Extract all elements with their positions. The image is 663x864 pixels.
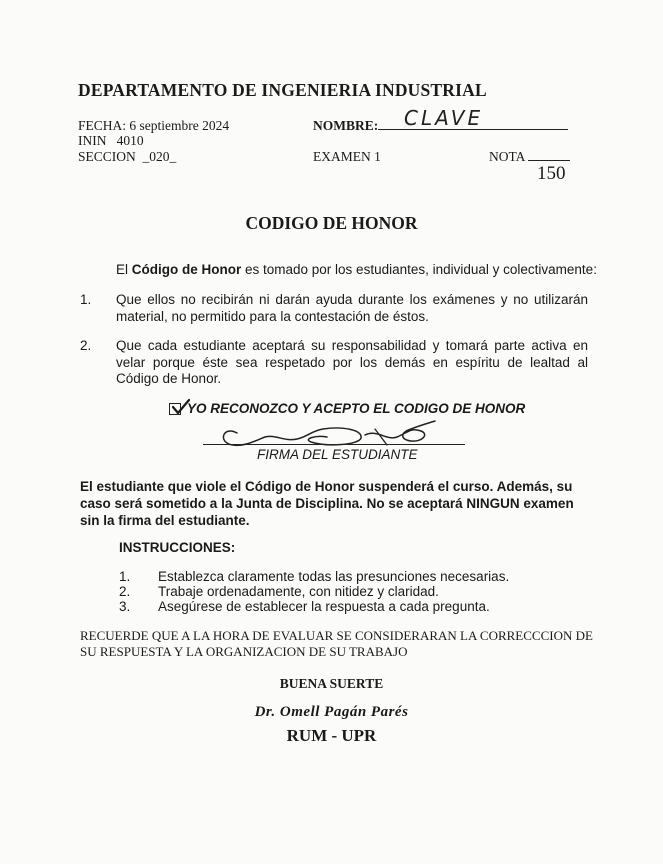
- grade-field-line: [528, 160, 570, 161]
- honor-code-intro: [116, 262, 597, 277]
- instruction-text: Asegúrese de establecer la respuesta a cada pregunta.: [158, 599, 490, 614]
- grade-value: 150: [537, 163, 566, 184]
- intro-prefix: El: [116, 262, 132, 277]
- honor-code-title: CODIGO DE HONOR: [245, 213, 418, 233]
- honor-item-text: Que ellos no recibirán ni darán ayuda durante los exámenes y no utilizarán material, no permitido para la contestación de éstos.: [116, 292, 588, 324]
- intro-bold: Código de Honor: [131, 262, 242, 277]
- honor-item-number: 1.: [80, 292, 92, 307]
- exam-label: EXAMEN 1: [313, 149, 381, 164]
- institution-name: RUM - UPR: [286, 726, 377, 745]
- honor-item-number: 2.: [80, 338, 92, 353]
- course-code: ININ 4010: [78, 133, 144, 148]
- instructions-heading: INSTRUCCIONES:: [119, 540, 236, 555]
- honor-item-text: Que cada estudiante aceptará su responsabilidad y tomará parte activa en velar porque éste sea respetado por los demás en espíritu de lealtad al Código de Honor.: [116, 338, 588, 386]
- exam-date: FECHA: 6 septiembre 2024: [78, 118, 230, 133]
- evaluation-reminder: RECUERDE QUE A LA HORA DE EVALUAR SE CONSIDERARAN LA CORRECCCION DE SU RESPUESTA Y LA ORGANIZACION DE SU TRABAJO: [80, 628, 593, 659]
- name-field-value: CLAVE: [404, 106, 484, 130]
- accept-checkbox[interactable]: [169, 403, 181, 415]
- instruction-text: Trabaje ordenadamente, con nitidez y claridad.: [158, 584, 439, 599]
- accept-statement: YO RECONOZCO Y ACEPTO EL CODIGO DE HONOR: [187, 401, 526, 416]
- signature-line: [203, 444, 465, 445]
- name-label: NOMBRE:: [313, 118, 379, 133]
- instruction-number: 2.: [119, 584, 131, 599]
- honor-code-warning: El estudiante que viole el Código de Honor suspenderá el curso. Además, su caso será sometido a la Junta de Disciplina. No se aceptará NINGUN examen sin la firma del estudiante.: [80, 479, 574, 528]
- grade-label: NOTA: [489, 149, 526, 164]
- intro-suffix: es tomado por los estudiantes, individual y colectivamente:: [241, 262, 597, 277]
- instruction-number: 3.: [119, 599, 131, 614]
- professor-name: Dr. Omell Pagán Parés: [254, 704, 409, 720]
- good-luck-text: BUENA SUERTE: [279, 676, 384, 691]
- section-number: SECCION _020_: [78, 149, 177, 164]
- department-title: DEPARTAMENTO DE INGENIERIA INDUSTRIAL: [78, 80, 487, 100]
- instruction-number: 1.: [119, 569, 131, 584]
- signature-label: FIRMA DEL ESTUDIANTE: [257, 447, 418, 462]
- instruction-text: Establezca claramente todas las presunciones necesarias.: [158, 569, 510, 584]
